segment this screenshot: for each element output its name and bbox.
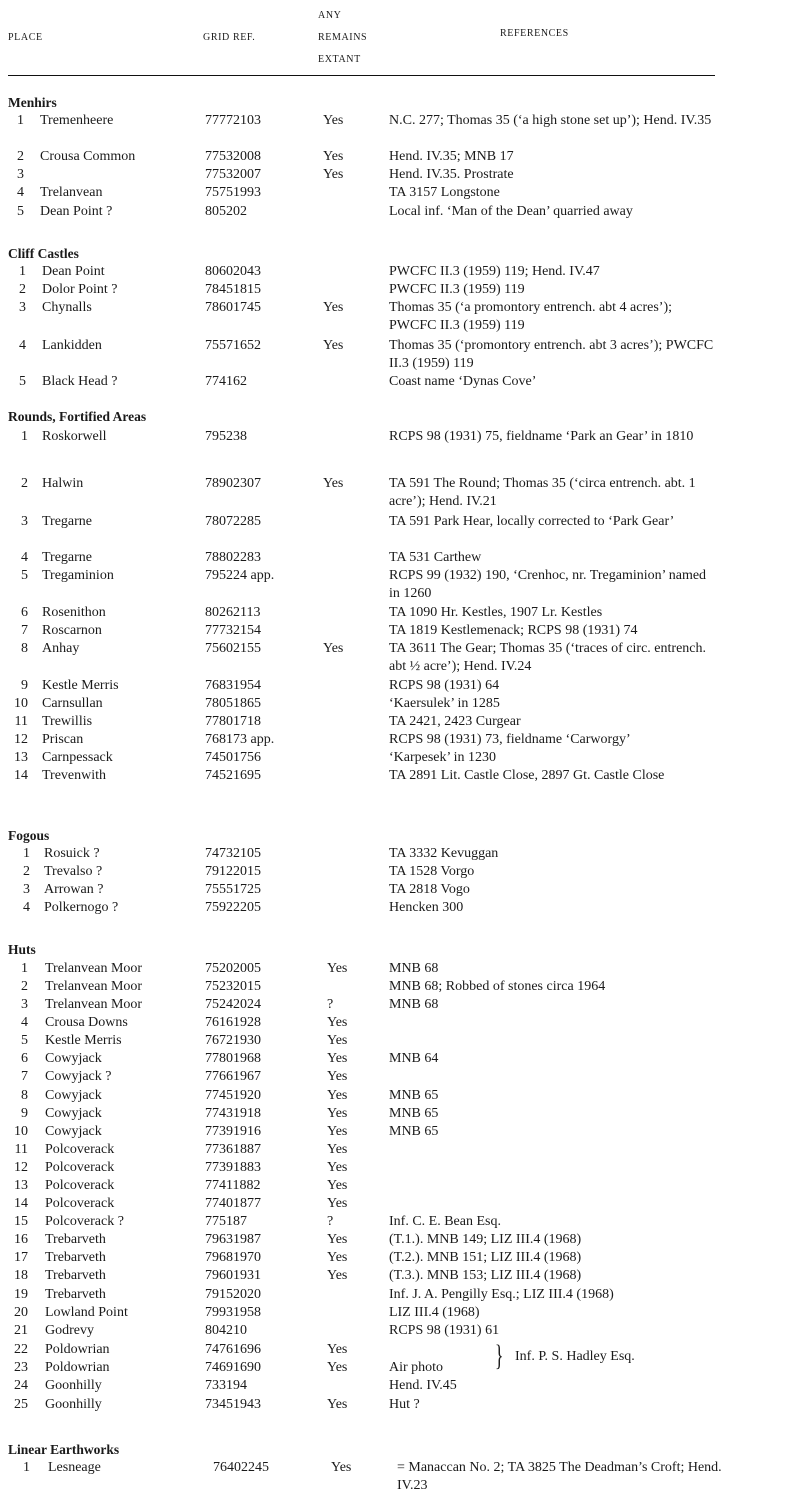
grid-ref: 77661967: [205, 1069, 261, 1084]
place-name: Priscan: [42, 732, 84, 747]
row-number: 6: [21, 1051, 28, 1066]
references-text: PWCFC II.3 (1959) 119; Hend. IV.47: [389, 264, 600, 279]
references-text: TA 591 The Round; Thomas 35 (‘circa entrench. abt. 1 acre’); Hend. IV.21: [389, 476, 696, 509]
row-number: 12: [14, 732, 28, 747]
references-text: MNB 68; Robbed of stones circa 1964: [389, 979, 606, 994]
brace-note: Inf. P. S. Hadley Esq.: [515, 1349, 635, 1364]
references-text: TA 3332 Kevuggan: [389, 846, 499, 861]
row-number: 1: [23, 1460, 30, 1475]
row-number: 14: [14, 1196, 28, 1211]
references-text: (T.3.). MNB 153; LIZ III.4 (1968): [389, 1268, 582, 1283]
place-name: Polcoverack ?: [45, 1214, 124, 1229]
row-number: 3: [23, 882, 30, 897]
place-name: Crousa Downs: [45, 1015, 128, 1030]
references-text: Air photo: [389, 1360, 444, 1375]
header-grid-ref: GRID REF.: [203, 32, 256, 43]
place-name: Kestle Merris: [45, 1033, 122, 1048]
row-number: 1: [19, 264, 26, 279]
place-name: Cowyjack: [45, 1051, 102, 1066]
grid-ref: 77532008: [205, 149, 261, 164]
grid-ref: 805202: [205, 204, 247, 219]
references-text: Hend. IV.35; MNB 17: [389, 149, 514, 164]
grid-ref: 78072285: [205, 514, 261, 529]
remains-extant: Yes: [327, 1160, 348, 1175]
references-text: MNB 65: [389, 1106, 439, 1121]
row-number: 8: [21, 641, 28, 656]
row-number: 1: [21, 961, 28, 976]
place-name: Lesneage: [48, 1460, 101, 1475]
references-text: TA 591 Park Hear, locally corrected to ‘Park Gear’: [389, 514, 675, 529]
references-text: Thomas 35 (‘promontory entrench. abt 3 acres’); PWCFC II.3 (1959) 119: [389, 338, 714, 371]
references-text: MNB 65: [389, 1088, 439, 1103]
row-number: 7: [21, 1069, 28, 1084]
section-heading: Cliff Castles: [8, 246, 79, 261]
references-text: RCPS 99 (1932) 190, ‘Crenhoc, nr. Tregaminion’ named in 1260: [389, 568, 707, 601]
references-text: RCPS 98 (1931) 73, fieldname ‘Carworgy’: [389, 732, 631, 747]
header-references: REFERENCES: [500, 28, 569, 39]
grid-ref: 77411882: [205, 1178, 261, 1193]
remains-extant: Yes: [327, 1250, 348, 1265]
grid-ref: 77431918: [205, 1106, 261, 1121]
row-number: 12: [14, 1160, 28, 1175]
references-text: MNB 68: [389, 997, 439, 1012]
grid-ref: 73451943: [205, 1397, 261, 1412]
place-name: Rosenithon: [42, 605, 106, 620]
row-number: 6: [21, 605, 28, 620]
place-name: Tregaminion: [42, 568, 114, 583]
grid-ref: 774162: [205, 374, 247, 389]
grid-ref: 76161928: [205, 1015, 261, 1030]
row-number: 9: [21, 1106, 28, 1121]
place-name: Trelanvean: [40, 185, 103, 200]
references-text: Inf. J. A. Pengilly Esq.; LIZ III.4 (1968): [389, 1287, 614, 1302]
place-name: Roscarnon: [42, 623, 102, 638]
row-number: 2: [21, 979, 28, 994]
references-text: LIZ III.4 (1968): [389, 1305, 480, 1320]
remains-extant: Yes: [327, 1106, 348, 1121]
place-name: Kestle Merris: [42, 678, 119, 693]
place-name: Black Head ?: [42, 374, 118, 389]
place-name: Crousa Common: [40, 149, 136, 164]
grid-ref: 79122015: [205, 864, 261, 879]
row-number: 18: [14, 1268, 28, 1283]
references-text: Hend. IV.35. Prostrate: [389, 167, 514, 182]
row-number: 15: [14, 1214, 28, 1229]
grid-ref: 78902307: [205, 476, 261, 491]
grid-ref: 74501756: [205, 750, 261, 765]
grid-ref: 75922205: [205, 900, 261, 915]
place-name: Cowyjack: [45, 1088, 102, 1103]
references-text: TA 531 Carthew: [389, 550, 482, 565]
place-name: Trevenwith: [42, 768, 107, 783]
remains-extant: Yes: [327, 1069, 348, 1084]
row-number: 20: [14, 1305, 28, 1320]
remains-extant: Yes: [323, 300, 344, 315]
grid-ref: 75242024: [205, 997, 261, 1012]
remains-extant: Yes: [327, 1033, 348, 1048]
grid-ref: 75232015: [205, 979, 261, 994]
place-name: Lankidden: [42, 338, 102, 353]
references-text: RCPS 98 (1931) 64: [389, 678, 500, 693]
row-number: 1: [23, 846, 30, 861]
section-heading: Linear Earthworks: [8, 1442, 120, 1457]
row-number: 4: [23, 900, 30, 915]
grid-ref: 74761696: [205, 1342, 261, 1357]
references-text: (T.2.). MNB 151; LIZ III.4 (1968): [389, 1250, 582, 1265]
place-name: Trelanvean Moor: [45, 997, 143, 1012]
remains-extant: Yes: [327, 1232, 348, 1247]
section-heading: Huts: [8, 942, 36, 957]
references-text: TA 2421, 2423 Curgear: [389, 714, 521, 729]
place-name: Tregarne: [42, 514, 93, 529]
place-name: Goonhilly: [45, 1378, 102, 1393]
section-heading: Rounds, Fortified Areas: [8, 409, 147, 424]
place-name: Trelanvean Moor: [45, 961, 143, 976]
header-rule: [8, 75, 715, 76]
row-number: 8: [21, 1088, 28, 1103]
grid-ref: 77361887: [205, 1142, 261, 1157]
brace-symbol: }: [494, 1339, 504, 1372]
place-name: Polcoverack: [45, 1160, 115, 1175]
grid-ref: 78601745: [205, 300, 261, 315]
grid-ref: 78451815: [205, 282, 261, 297]
place-name: Godrevy: [45, 1323, 94, 1338]
place-name: Arrowan ?: [44, 882, 104, 897]
remains-extant: Yes: [323, 149, 344, 164]
references-text: Hut ?: [389, 1397, 420, 1412]
grid-ref: 77451920: [205, 1088, 261, 1103]
references-text: MNB 65: [389, 1124, 439, 1139]
grid-ref: 75751993: [205, 185, 261, 200]
references-text: N.C. 277; Thomas 35 (‘a high stone set up’); Hend. IV.35: [389, 113, 712, 128]
row-number: 23: [14, 1360, 28, 1375]
header-remains-1: ANY: [318, 10, 342, 21]
grid-ref: 80602043: [205, 264, 261, 279]
section-heading: Menhirs: [8, 95, 57, 110]
references-text: TA 2891 Lit. Castle Close, 2897 Gt. Castle Close: [389, 768, 665, 783]
place-name: Polcoverack: [45, 1178, 115, 1193]
row-number: 16: [14, 1232, 28, 1247]
grid-ref: 76721930: [205, 1033, 261, 1048]
place-name: Roskorwell: [42, 429, 107, 444]
place-name: Poldowrian: [45, 1342, 110, 1357]
references-text: MNB 68: [389, 961, 439, 976]
row-number: 13: [14, 750, 28, 765]
place-name: Polcoverack: [45, 1196, 115, 1211]
remains-extant: Yes: [331, 1460, 352, 1475]
place-name: Polcoverack: [45, 1142, 115, 1157]
place-name: Anhay: [42, 641, 80, 656]
grid-ref: 77801968: [205, 1051, 261, 1066]
remains-extant: Yes: [323, 113, 344, 128]
grid-ref: 78802283: [205, 550, 261, 565]
row-number: 10: [14, 696, 28, 711]
grid-ref: 79601931: [205, 1268, 261, 1283]
remains-extant: Yes: [323, 167, 344, 182]
row-number: 9: [21, 678, 28, 693]
grid-ref: 79681970: [205, 1250, 261, 1265]
grid-ref: 733194: [205, 1378, 247, 1393]
row-number: 1: [21, 429, 28, 444]
place-name: Cowyjack: [45, 1124, 102, 1139]
remains-extant: Yes: [327, 1142, 348, 1157]
grid-ref: 79152020: [205, 1287, 261, 1302]
row-number: 4: [19, 338, 26, 353]
references-text: TA 1090 Hr. Kestles, 1907 Lr. Kestles: [389, 605, 603, 620]
place-name: Trebarveth: [45, 1250, 106, 1265]
place-name: Chynalls: [42, 300, 92, 315]
place-name: Goonhilly: [45, 1397, 102, 1412]
references-text: Inf. C. E. Bean Esq.: [389, 1214, 501, 1229]
place-name: Carnsullan: [42, 696, 103, 711]
references-text: MNB 64: [389, 1051, 439, 1066]
row-number: 3: [17, 167, 24, 182]
grid-ref: 77801718: [205, 714, 261, 729]
row-number: 4: [17, 185, 24, 200]
grid-ref: 74691690: [205, 1360, 261, 1375]
row-number: 2: [21, 476, 28, 491]
remains-extant: Yes: [327, 1051, 348, 1066]
references-text: TA 1819 Kestlemenack; RCPS 98 (1931) 74: [389, 623, 638, 638]
grid-ref: 77391916: [205, 1124, 261, 1139]
row-number: 3: [19, 300, 26, 315]
place-name: Cowyjack: [45, 1106, 102, 1121]
place-name: Rosuick ?: [44, 846, 100, 861]
row-number: 25: [14, 1397, 28, 1412]
place-name: Halwin: [42, 476, 84, 491]
references-text: Hend. IV.45: [389, 1378, 457, 1393]
grid-ref: 77772103: [205, 113, 261, 128]
grid-ref: 77391883: [205, 1160, 261, 1175]
row-number: 2: [23, 864, 30, 879]
row-number: 5: [17, 204, 24, 219]
place-name: Polkernogo ?: [44, 900, 119, 915]
row-number: 10: [14, 1124, 28, 1139]
row-number: 19: [14, 1287, 28, 1302]
row-number: 11: [14, 714, 28, 729]
row-number: 5: [19, 374, 26, 389]
references-text: PWCFC II.3 (1959) 119: [389, 282, 525, 297]
row-number: 22: [14, 1342, 28, 1357]
row-number: 21: [14, 1323, 28, 1338]
remains-extant: Yes: [327, 1124, 348, 1139]
remains-extant: Yes: [327, 961, 348, 976]
row-number: 14: [14, 768, 28, 783]
grid-ref: 74732105: [205, 846, 261, 861]
place-name: Trebarveth: [45, 1268, 106, 1283]
references-text: ‘Karpesek’ in 1230: [389, 750, 497, 765]
references-text: TA 2818 Vogo: [389, 882, 470, 897]
row-number: 5: [21, 1033, 28, 1048]
row-number: 7: [21, 623, 28, 638]
row-number: 3: [21, 997, 28, 1012]
place-name: Dolor Point ?: [42, 282, 118, 297]
grid-ref: 75602155: [205, 641, 261, 656]
row-number: 4: [21, 1015, 28, 1030]
remains-extant: Yes: [323, 476, 344, 491]
remains-extant: Yes: [327, 1360, 348, 1375]
grid-ref: 768173 app.: [205, 732, 275, 747]
remains-extant: Yes: [327, 1397, 348, 1412]
row-number: 17: [14, 1250, 28, 1265]
row-number: 4: [21, 550, 28, 565]
place-name: Trebarveth: [45, 1287, 106, 1302]
grid-ref: 804210: [205, 1323, 247, 1338]
remains-extant: Yes: [327, 1196, 348, 1211]
place-name: Dean Point ?: [40, 204, 113, 219]
place-name: Tremenheere: [40, 113, 114, 128]
row-number: 24: [14, 1378, 28, 1393]
row-number: 11: [14, 1142, 28, 1157]
row-number: 5: [21, 568, 28, 583]
grid-ref: 75202005: [205, 961, 261, 976]
place-name: Carnpessack: [42, 750, 113, 765]
grid-ref: 77732154: [205, 623, 261, 638]
place-name: Dean Point: [42, 264, 105, 279]
place-name: Trebarveth: [45, 1232, 106, 1247]
remains-extant: ?: [327, 997, 334, 1012]
grid-ref: 79631987: [205, 1232, 261, 1247]
grid-ref: 78051865: [205, 696, 261, 711]
grid-ref: 795224 app.: [205, 568, 275, 583]
row-number: 1: [17, 113, 24, 128]
remains-extant: Yes: [323, 338, 344, 353]
references-text: TA 3611 The Gear; Thomas 35 (‘traces of circ. entrench. abt ½ acre’); Hend. IV.24: [389, 641, 707, 674]
place-name: Trevalso ?: [44, 864, 103, 879]
references-text: Local inf. ‘Man of the Dean’ quarried away: [389, 204, 633, 219]
grid-ref: 80262113: [205, 605, 261, 620]
references-text: Coast name ‘Dynas Cove’: [389, 374, 537, 389]
grid-ref: 795238: [205, 429, 247, 444]
place-name: Poldowrian: [45, 1360, 110, 1375]
grid-ref: 775187: [205, 1214, 247, 1229]
references-text: Thomas 35 (‘a promontory entrench. abt 4 acres’); PWCFC II.3 (1959) 119: [389, 300, 673, 333]
row-number: 3: [21, 514, 28, 529]
remains-extant: Yes: [327, 1015, 348, 1030]
header-remains-2: REMAINS: [318, 32, 368, 43]
row-number: 2: [17, 149, 24, 164]
remains-extant: Yes: [327, 1178, 348, 1193]
place-name: Tregarne: [42, 550, 93, 565]
place-name: Trewillis: [42, 714, 93, 729]
grid-ref: 76402245: [213, 1460, 269, 1475]
grid-ref: 76831954: [205, 678, 261, 693]
grid-ref: 74521695: [205, 768, 261, 783]
grid-ref: 75571652: [205, 338, 261, 353]
grid-ref: 77532007: [205, 167, 261, 182]
remains-extant: Yes: [327, 1342, 348, 1357]
references-text: TA 3157 Longstone: [389, 185, 500, 200]
references-text: = Manaccan No. 2; TA 3825 The Deadman’s Croft; Hend. IV.23: [397, 1460, 722, 1493]
remains-extant: Yes: [327, 1088, 348, 1103]
row-number: 2: [19, 282, 26, 297]
row-number: 13: [14, 1178, 28, 1193]
remains-extant: Yes: [323, 641, 344, 656]
grid-ref: 77401877: [205, 1196, 261, 1211]
place-name: Lowland Point: [45, 1305, 128, 1320]
section-heading: Fogous: [8, 828, 50, 843]
references-text: Hencken 300: [389, 900, 464, 915]
place-name: Cowyjack ?: [45, 1069, 112, 1084]
grid-ref: 79931958: [205, 1305, 261, 1320]
references-text: ‘Kaersulek’ in 1285: [389, 696, 500, 711]
remains-extant: Yes: [327, 1268, 348, 1283]
references-text: (T.1.). MNB 149; LIZ III.4 (1968): [389, 1232, 582, 1247]
grid-ref: 75551725: [205, 882, 261, 897]
header-place: PLACE: [8, 32, 43, 43]
references-text: RCPS 98 (1931) 61: [389, 1323, 500, 1338]
place-name: Trelanvean Moor: [45, 979, 143, 994]
header-remains-3: EXTANT: [318, 54, 361, 65]
remains-extant: ?: [327, 1214, 334, 1229]
references-text: RCPS 98 (1931) 75, fieldname ‘Park an Gear’ in 1810: [389, 429, 694, 444]
references-text: TA 1528 Vorgo: [389, 864, 475, 879]
